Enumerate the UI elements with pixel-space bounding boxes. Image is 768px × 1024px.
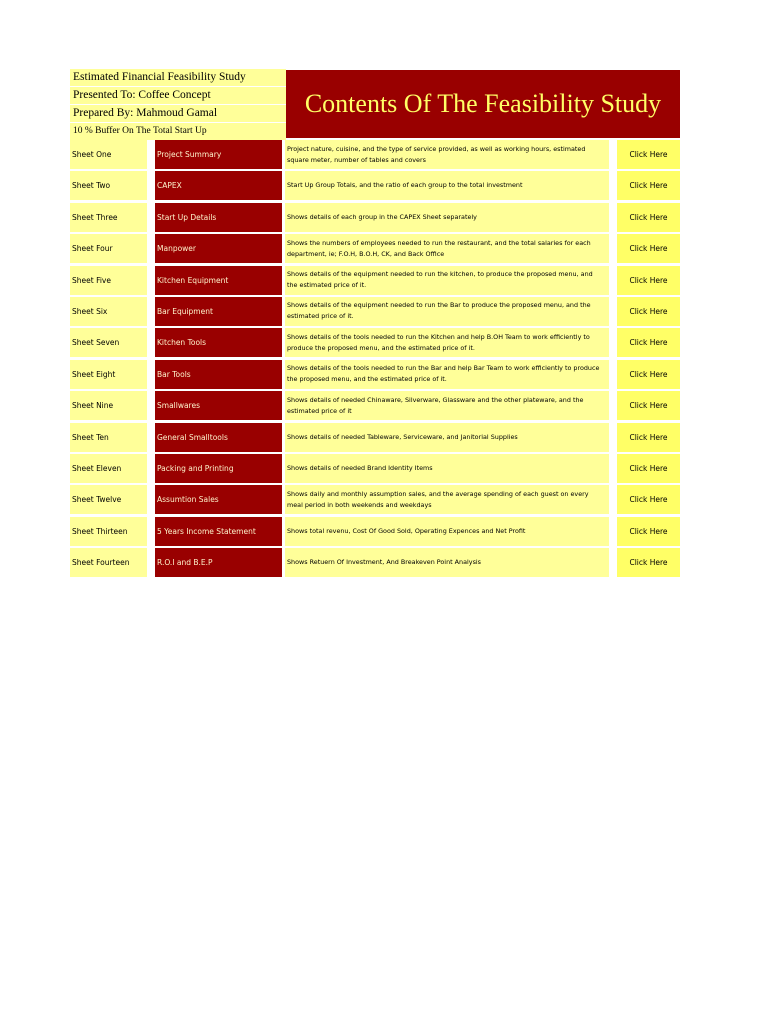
sheet-description: Shows details of needed Tableware, Serviceware, and Janitorial Supplies — [285, 423, 609, 452]
click-here-link[interactable]: Click Here — [617, 485, 680, 514]
sheet-label: Sheet Three — [70, 203, 147, 232]
table-row — [70, 391, 681, 420]
prepared-by: Prepared By: Mahmoud Gamal — [70, 105, 286, 122]
sheet-description: Start Up Group Totals, and the ratio of each group to the total investment — [285, 171, 609, 200]
table-row — [70, 517, 681, 546]
page-title: Contents Of The Feasibility Study — [286, 70, 680, 138]
sheet-label: Sheet Two — [70, 171, 147, 200]
sheet-name: Packing and Printing — [155, 454, 282, 483]
sheet-description: Shows the numbers of employees needed to run the restaurant, and the total salaries for each department, ie; F.O.H, B.O.H, CK, and Back Office — [285, 234, 609, 263]
sheet-name: Smallwares — [155, 391, 282, 420]
sheet-description: Shows details of each group in the CAPEX Sheet separately — [285, 203, 609, 232]
click-here-link[interactable]: Click Here — [617, 454, 680, 483]
click-here-link[interactable]: Click Here — [617, 391, 680, 420]
sheet-name: Manpower — [155, 234, 282, 263]
table-row — [70, 234, 681, 263]
sheet-name: Kitchen Tools — [155, 328, 282, 357]
click-here-link[interactable]: Click Here — [617, 266, 680, 295]
sheet-name: Assumtion Sales — [155, 485, 282, 514]
sheet-name: R.O.I and B.E.P — [155, 548, 282, 577]
sheet-description: Shows details of needed Brand Identity Items — [285, 454, 609, 483]
study-name: Estimated Financial Feasibility Study — [70, 69, 286, 86]
sheet-label: Sheet Four — [70, 234, 147, 263]
presented-to: Presented To: Coffee Concept — [70, 87, 286, 104]
sheet-name: Bar Equipment — [155, 297, 282, 326]
click-here-link[interactable]: Click Here — [617, 548, 680, 577]
table-row — [70, 266, 681, 295]
sheet-label: Sheet Ten — [70, 423, 147, 452]
feasibility-contents-sheet — [70, 69, 681, 568]
table-row — [70, 548, 681, 577]
sheet-label: Sheet Nine — [70, 391, 147, 420]
sheet-description: Shows details of the equipment needed to run the Bar to produce the proposed menu, and the estimated price of it. — [285, 297, 609, 326]
sheet-name: Start Up Details — [155, 203, 282, 232]
sheet-description: Shows total revenu, Cost Of Good Sold, Operating Expences and Net Profit — [285, 517, 609, 546]
sheet-name: CAPEX — [155, 171, 282, 200]
sheet-label: Sheet Eight — [70, 360, 147, 389]
sheet-name: Bar Tools — [155, 360, 282, 389]
table-row — [70, 140, 681, 169]
sheet-label: Sheet Fourteen — [70, 548, 147, 577]
click-here-link[interactable]: Click Here — [617, 297, 680, 326]
click-here-link[interactable]: Click Here — [617, 234, 680, 263]
contents-table — [70, 140, 681, 579]
click-here-link[interactable]: Click Here — [617, 171, 680, 200]
sheet-label: Sheet Thirteen — [70, 517, 147, 546]
sheet-description: Shows details of the equipment needed to run the kitchen, to produce the proposed menu, and the estimated price of it. — [285, 266, 609, 295]
sheet-description: Project nature, cuisine, and the type of service provided, as well as working hours, estimated square meter, number of tables and covers — [285, 140, 609, 169]
click-here-link[interactable]: Click Here — [617, 423, 680, 452]
sheet-description: Shows details of needed Chinaware, Silverware, Glassware and the other plateware, and the estimated price of it — [285, 391, 609, 420]
sheet-description: Shows daily and monthly assumption sales, and the average spending of each guest on every meal period in both weekends and weekdays — [285, 485, 609, 514]
sheet-label: Sheet Seven — [70, 328, 147, 357]
sheet-name: General Smalltools — [155, 423, 282, 452]
click-here-link[interactable]: Click Here — [617, 328, 680, 357]
click-here-link[interactable]: Click Here — [617, 517, 680, 546]
table-row — [70, 485, 681, 514]
table-row — [70, 328, 681, 357]
sheet-label: Sheet One — [70, 140, 147, 169]
sheet-description: Shows details of the tools needed to run the Bar and help Bar Team to work efficiently to produce the proposed menu, and the estimated price of it. — [285, 360, 609, 389]
header — [70, 69, 681, 139]
sheet-name: Project Summary — [155, 140, 282, 169]
sheet-description: Shows details of the tools needed to run the Kitchen and help B.OH Team to work efficiently to produce the proposed menu, and the estimated price of it. — [285, 328, 609, 357]
click-here-link[interactable]: Click Here — [617, 203, 680, 232]
sheet-label: Sheet Five — [70, 266, 147, 295]
table-row — [70, 297, 681, 326]
sheet-name: 5 Years Income Statement — [155, 517, 282, 546]
click-here-link[interactable]: Click Here — [617, 360, 680, 389]
sheet-label: Sheet Six — [70, 297, 147, 326]
table-row — [70, 171, 681, 200]
table-row — [70, 454, 681, 483]
table-row — [70, 203, 681, 232]
sheet-label: Sheet Eleven — [70, 454, 147, 483]
sheet-label: Sheet Twelve — [70, 485, 147, 514]
study-info-block — [70, 69, 286, 140]
click-here-link[interactable]: Click Here — [617, 140, 680, 169]
buffer-note: 10 % Buffer On The Total Start Up — [70, 123, 286, 140]
sheet-description: Shows Retuern Of Investment, And Breakeven Point Analysis — [285, 548, 609, 577]
sheet-name: Kitchen Equipment — [155, 266, 282, 295]
table-row — [70, 423, 681, 452]
table-row — [70, 360, 681, 389]
